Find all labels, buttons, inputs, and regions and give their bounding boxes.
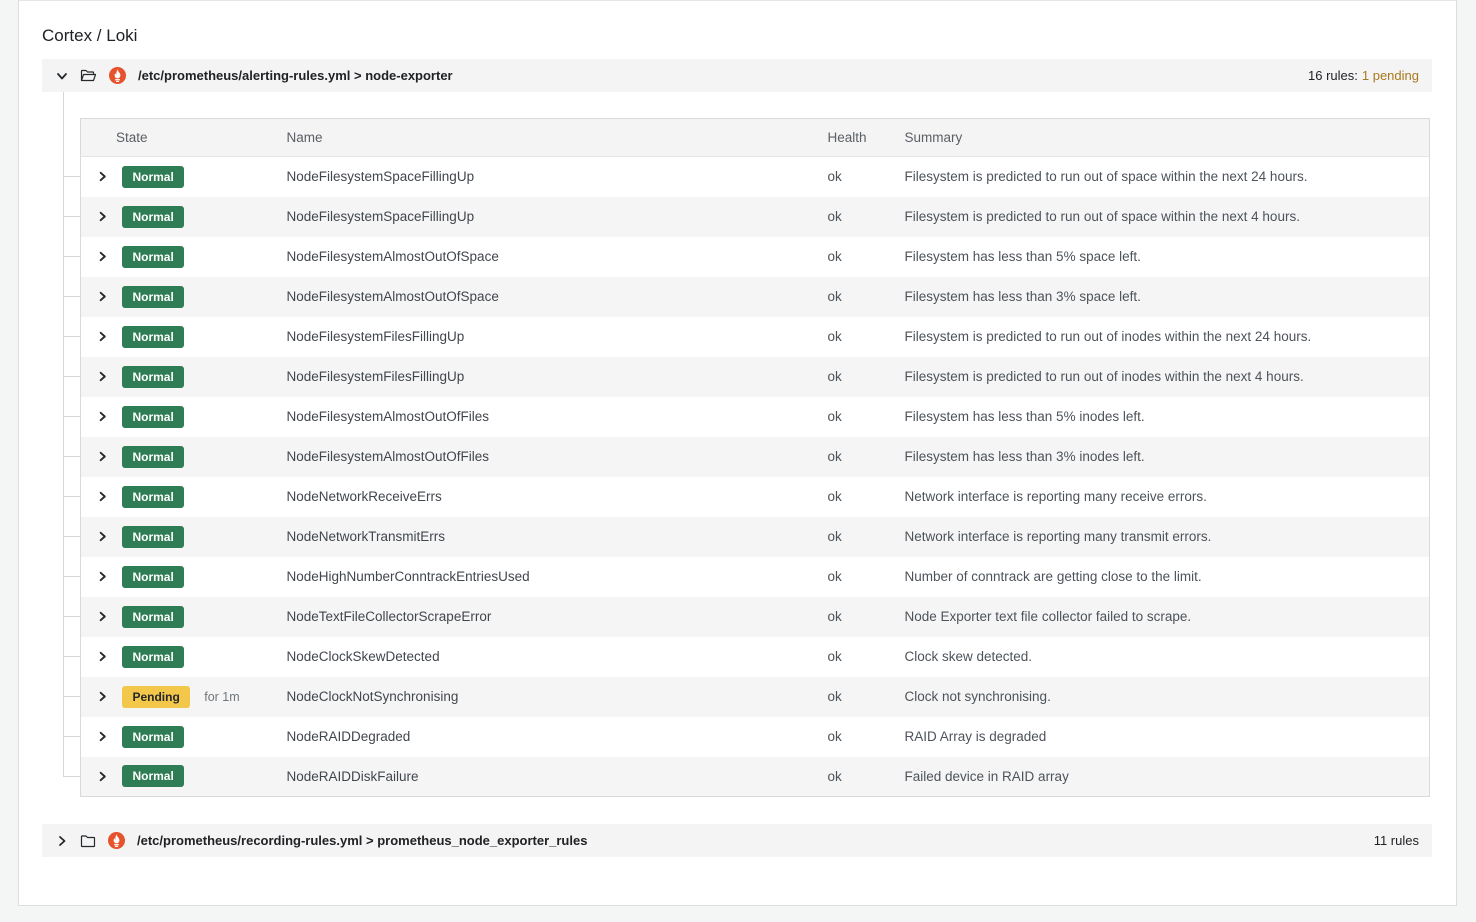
table-header-row	[81, 119, 1430, 157]
rule-name: NodeClockSkewDetected	[286, 649, 440, 664]
chevron-right-icon[interactable]	[96, 290, 109, 303]
rule-row[interactable]	[81, 677, 1430, 717]
rule-group-body	[63, 92, 1432, 824]
state-badge: Normal	[122, 246, 183, 268]
chevron-right-icon[interactable]	[96, 450, 109, 463]
rule-group-path: /etc/prometheus/recording-rules.yml > prometheus_node_exporter_rules	[137, 833, 588, 848]
tree-guide-connector	[63, 496, 80, 497]
column-header-state: State	[81, 119, 286, 157]
chevron-right-icon[interactable]	[96, 650, 109, 663]
rule-health: ok	[827, 249, 842, 264]
state-badge: Normal	[122, 486, 183, 508]
rule-summary: Filesystem has less than 5% space left.	[904, 249, 1141, 264]
rule-name: NodeNetworkTransmitErrs	[286, 529, 446, 544]
rule-name: NodeRAIDDiskFailure	[286, 768, 419, 784]
column-header-name: Name	[286, 119, 827, 157]
rule-group-header-recording[interactable]	[42, 824, 1432, 857]
tree-guide-connector	[63, 736, 80, 737]
folder-open-icon	[80, 68, 97, 83]
pending-count-label: 1 pending	[1361, 68, 1419, 83]
rule-name: NodeFilesystemFilesFillingUp	[286, 329, 465, 344]
tree-guides	[63, 92, 80, 824]
rules-panel	[18, 0, 1457, 906]
state-badge: Normal	[122, 366, 183, 388]
chevron-right-icon[interactable]	[96, 730, 109, 743]
rule-row[interactable]	[81, 317, 1430, 357]
state-badge: Normal	[122, 606, 183, 628]
chevron-right-icon[interactable]	[96, 410, 109, 423]
rule-name: NodeFilesystemAlmostOutOfSpace	[286, 289, 499, 304]
state-badge: Normal	[122, 206, 183, 228]
rule-summary: Filesystem has less than 3% inodes left.	[904, 449, 1145, 464]
tree-guide-connector	[63, 576, 80, 577]
chevron-down-icon[interactable]	[55, 69, 69, 83]
rule-health: ok	[827, 729, 842, 744]
rule-row[interactable]	[81, 437, 1430, 477]
rule-health: ok	[827, 289, 842, 304]
rule-summary: Failed device in RAID array	[904, 768, 1069, 784]
rule-summary: Node Exporter text file collector failed to scrape.	[904, 609, 1192, 624]
prometheus-icon	[109, 67, 126, 84]
chevron-right-icon[interactable]	[96, 490, 109, 503]
rule-row[interactable]	[81, 557, 1430, 597]
rules-count-label: 11 rules	[1373, 833, 1419, 848]
rule-row[interactable]	[81, 717, 1430, 757]
tree-guide-connector	[63, 376, 80, 377]
rule-group-stats	[1308, 68, 1419, 83]
rule-health: ok	[827, 369, 842, 384]
rule-row[interactable]	[81, 237, 1430, 277]
rule-name: NodeRAIDDegraded	[286, 729, 411, 744]
state-badge: Pending	[122, 686, 189, 708]
tree-guide-connector	[63, 696, 80, 697]
column-header-summary: Summary	[904, 119, 1430, 157]
prometheus-icon	[108, 832, 125, 849]
rule-health: ok	[827, 489, 842, 504]
rule-row[interactable]	[81, 597, 1430, 637]
rule-health: ok	[827, 569, 842, 584]
rule-health: ok	[827, 449, 842, 464]
rule-row[interactable]	[81, 397, 1430, 437]
rule-health: ok	[827, 689, 842, 704]
rule-row[interactable]	[81, 277, 1430, 317]
rule-row[interactable]	[81, 357, 1430, 397]
state-badge: Normal	[122, 326, 183, 348]
rule-row[interactable]	[81, 637, 1430, 677]
tree-guide-connector	[63, 416, 80, 417]
tree-guide-connector	[63, 616, 80, 617]
rule-health: ok	[827, 329, 842, 344]
rule-name: NodeHighNumberConntrackEntriesUsed	[286, 569, 530, 584]
rules-table	[80, 118, 1430, 797]
rule-health: ok	[827, 768, 842, 784]
tree-guide-connector	[63, 256, 80, 257]
rules-count-label: 16 rules:	[1308, 68, 1358, 83]
rules-table-body	[81, 157, 1430, 797]
rule-group-header-alerting[interactable]	[42, 59, 1432, 92]
rule-name: NodeFilesystemAlmostOutOfSpace	[286, 249, 499, 264]
rule-row[interactable]	[81, 757, 1430, 797]
rule-name: NodeClockNotSynchronising	[286, 689, 459, 704]
tree-guide-connector	[63, 536, 80, 537]
tree-guide-connector	[63, 336, 80, 337]
rule-summary: Network interface is reporting many receive errors.	[904, 489, 1207, 504]
rule-summary: Filesystem has less than 3% space left.	[904, 289, 1141, 304]
state-badge: Normal	[122, 526, 183, 548]
tree-guide-connector	[63, 296, 80, 297]
chevron-right-icon[interactable]	[96, 530, 109, 543]
rule-group-path: /etc/prometheus/alerting-rules.yml > node-exporter	[138, 68, 453, 83]
rule-summary: Filesystem is predicted to run out of inodes within the next 24 hours.	[904, 329, 1312, 344]
pending-for-label: for 1m	[204, 689, 240, 704]
rule-health: ok	[827, 209, 842, 224]
rule-health: ok	[827, 169, 842, 185]
state-badge: Normal	[122, 166, 183, 188]
tree-guide-vline	[63, 92, 64, 776]
rule-name: NodeFilesystemSpaceFillingUp	[286, 209, 475, 224]
rule-summary: Number of conntrack are getting close to the limit.	[904, 569, 1202, 584]
rule-row[interactable]	[81, 157, 1430, 197]
state-badge: Normal	[122, 646, 183, 668]
chevron-right-icon[interactable]	[55, 834, 69, 848]
chevron-right-icon[interactable]	[96, 330, 109, 343]
rule-name: NodeFilesystemSpaceFillingUp	[286, 169, 475, 185]
rule-health: ok	[827, 609, 842, 624]
state-badge: Normal	[122, 286, 183, 308]
state-badge: Normal	[122, 726, 183, 748]
rule-summary: Filesystem is predicted to run out of inodes within the next 4 hours.	[904, 369, 1304, 384]
tree-guide-connector	[63, 456, 80, 457]
chevron-right-icon[interactable]	[96, 170, 109, 183]
page-title: Cortex / Loki	[42, 26, 138, 45]
chevron-right-icon[interactable]	[96, 250, 109, 263]
rule-summary: RAID Array is degraded	[904, 729, 1047, 744]
rule-row[interactable]	[81, 477, 1430, 517]
rule-health: ok	[827, 649, 842, 664]
rule-name: NodeNetworkReceiveErrs	[286, 489, 442, 504]
state-badge: Normal	[122, 406, 183, 428]
rule-summary: Filesystem has less than 5% inodes left.	[904, 409, 1145, 424]
rule-name: NodeFilesystemFilesFillingUp	[286, 369, 465, 384]
rule-summary: Clock skew detected.	[904, 649, 1033, 664]
chevron-right-icon[interactable]	[96, 210, 109, 223]
rule-name: NodeFilesystemAlmostOutOfFiles	[286, 409, 490, 424]
rule-row[interactable]	[81, 197, 1430, 237]
rule-row[interactable]	[81, 517, 1430, 557]
chevron-right-icon[interactable]	[96, 690, 109, 703]
chevron-right-icon[interactable]	[96, 570, 109, 583]
tree-guide-connector	[63, 216, 80, 217]
rule-summary: Filesystem is predicted to run out of space within the next 4 hours.	[904, 209, 1300, 224]
rule-health: ok	[827, 529, 842, 544]
chevron-right-icon[interactable]	[96, 610, 109, 623]
tree-guide-connector	[63, 776, 80, 777]
tree-guide-connector	[63, 656, 80, 657]
rule-group-stats	[1374, 833, 1419, 848]
state-badge: Normal	[122, 566, 183, 588]
rule-health: ok	[827, 409, 842, 424]
folder-icon	[80, 834, 96, 848]
rule-summary: Clock not synchronising.	[904, 689, 1051, 704]
rule-name: NodeTextFileCollectorScrapeError	[286, 609, 492, 624]
state-badge: Normal	[122, 765, 183, 787]
chevron-right-icon[interactable]	[96, 370, 109, 383]
column-header-health: Health	[827, 119, 904, 157]
chevron-right-icon[interactable]	[96, 770, 109, 783]
tree-guide-connector	[63, 176, 80, 177]
rule-name: NodeFilesystemAlmostOutOfFiles	[286, 449, 490, 464]
rule-summary: Filesystem is predicted to run out of space within the next 24 hours.	[904, 169, 1308, 185]
state-badge: Normal	[122, 446, 183, 468]
rule-summary: Network interface is reporting many transmit errors.	[904, 529, 1212, 544]
